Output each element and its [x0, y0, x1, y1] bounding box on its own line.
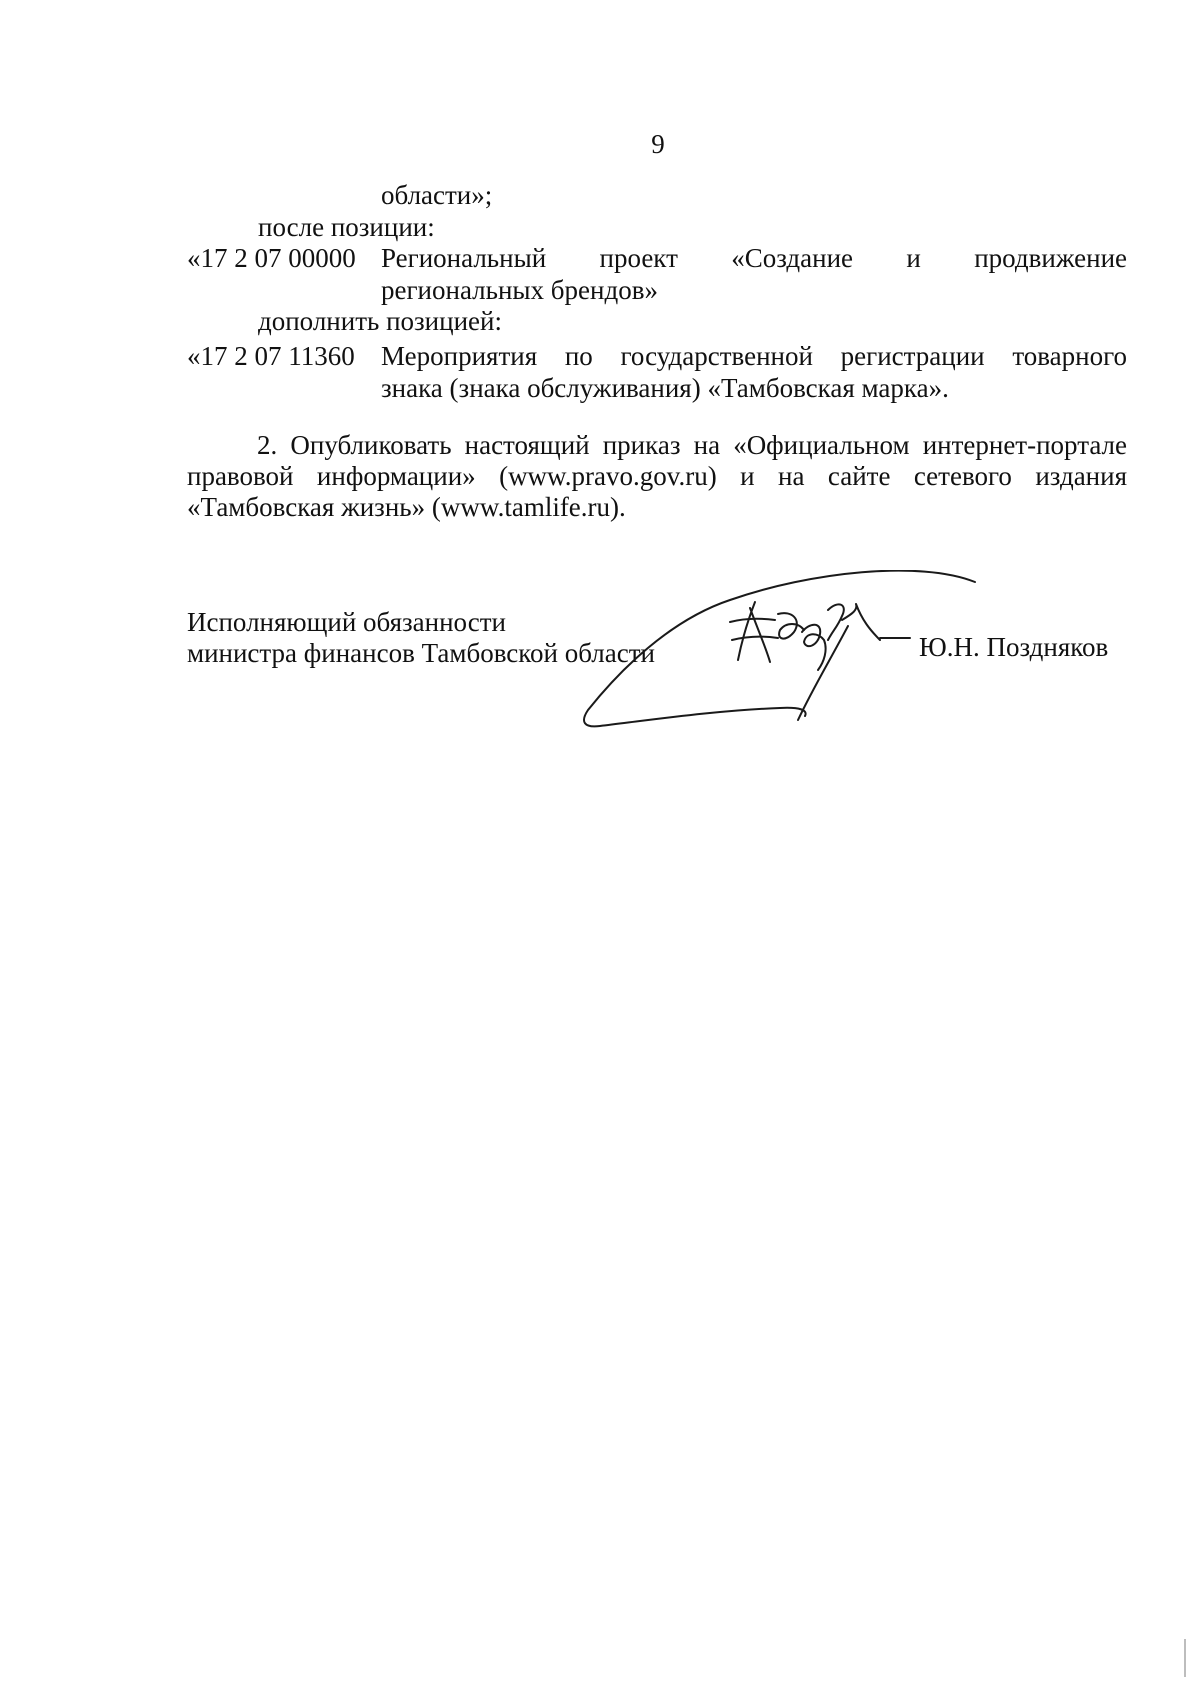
budget-desc-2-line2: знака (знака обслуживания) «Тамбовская марка». [381, 373, 949, 403]
paragraph-publish: 2. Опубликовать настоящий приказ на «Официальном интернет-портале правовой информации» (www.pravo.gov.ru) и на сайте сетевого издания «Тамбовская жизнь» (www.tamlife.ru). [187, 430, 1127, 522]
signature-title-line1: Исполняющий обязанности [187, 607, 506, 637]
text-after-position: после позиции: [258, 212, 435, 242]
budget-code-1: «17 2 07 00000 [187, 243, 356, 273]
signature-title-line2: министра финансов Тамбовской области [187, 638, 655, 668]
scan-edge-mark [1184, 1639, 1186, 1677]
page-number: 9 [651, 129, 665, 159]
signatory-name: Ю.Н. Поздняков [919, 632, 1109, 662]
budget-desc-1-line2: региональных брендов» [381, 275, 658, 305]
text-add-position: дополнить позицией: [258, 306, 502, 336]
budget-code-2: «17 2 07 11360 [187, 341, 355, 371]
budget-desc-1-line1: Региональный проект «Создание и продвижение [381, 243, 1127, 273]
budget-desc-2-line1: Мероприятия по государственной регистрации товарного [381, 341, 1127, 371]
text-line-oblasti: области»; [381, 180, 493, 210]
